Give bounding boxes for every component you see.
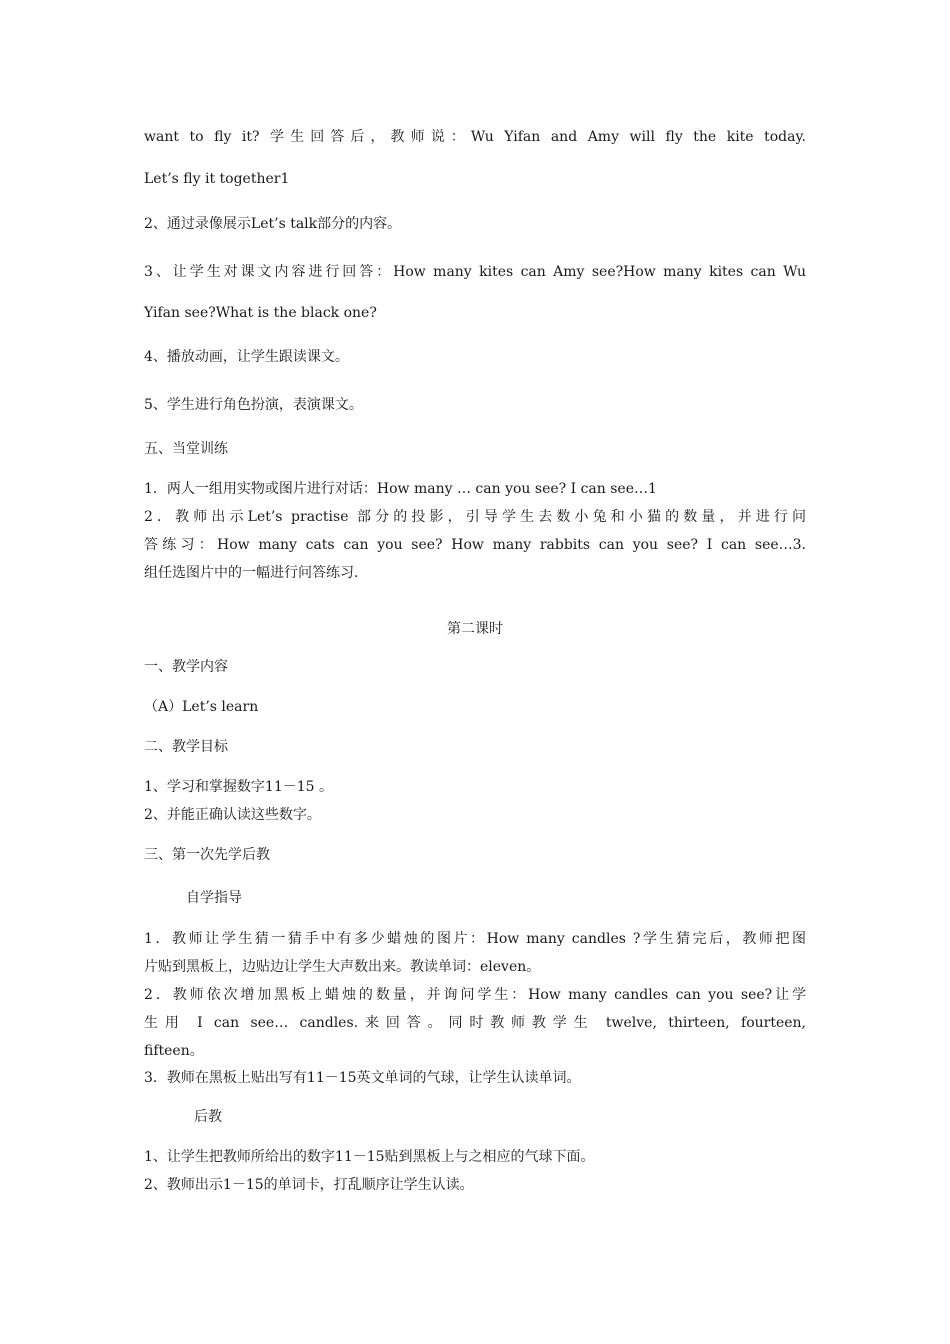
text-line: 2．教师出示Let’s practise 部分的投影，引导学生去数小兔和小猫的数量，并进行问	[144, 509, 806, 525]
text-line: Let’s fly it together1	[144, 171, 290, 187]
text-line: 生用 I can see… candles.来回答。同时教师教学生 twelve, thirteen, fourteen,	[144, 1015, 806, 1031]
text-line: 1、学习和掌握数字11－15 。	[144, 779, 333, 795]
text-line: 2、并能正确认读这些数字。	[144, 807, 321, 823]
text-line: 4、播放动画，让学生跟读课文。	[144, 349, 349, 365]
sub-heading: 自学指导	[186, 890, 242, 906]
sub-heading: 后教	[194, 1109, 222, 1125]
text-line: 3．教师在黑板上贴出写有11－15英文单词的气球，让学生认读单词。	[144, 1070, 581, 1086]
text-line: 1．教师让学生猜一猜手中有多少蜡烛的图片：How many candles ?学生猜完后，教师把图	[144, 931, 806, 947]
text-line: 组任选图片中的一幅进行问答练习.	[144, 565, 359, 581]
section-heading: 五、当堂训练	[144, 441, 228, 457]
text-line: fifteen。	[144, 1043, 204, 1059]
text-line: 1、让学生把教师所给出的数字11－15贴到黑板上与之相应的气球下面。	[144, 1149, 595, 1165]
text-line: 答练习：How many cats can you see? How many rabbits can you see? I can see…3.	[144, 537, 806, 553]
text-line: 2、教师出示1－15的单词卡，打乱顺序让学生认读。	[144, 1177, 474, 1193]
text-line: 1．两人一组用实物或图片进行对话：How many … can you see? I can see…1	[144, 481, 657, 497]
text-line: 片贴到黑板上，边贴边让学生大声数出来。教读单词：eleven。	[144, 959, 541, 975]
section-heading: 一、教学内容	[144, 659, 228, 675]
text-line: Yifan see?What is the black one?	[144, 305, 377, 321]
text-line: 2、通过录像展示Let’s talk部分的内容。	[144, 216, 402, 232]
text-line: 5、学生进行角色扮演，表演课文。	[144, 397, 363, 413]
text-line: 3、让学生对课文内容进行回答：How many kites can Amy see?How many kites can Wu	[144, 264, 806, 280]
section-heading: 三、第一次先学后教	[144, 847, 270, 863]
text-line: 2．教师依次增加黑板上蜡烛的数量，并询问学生：How many candles can you see?让学	[144, 987, 806, 1003]
lesson-title: 第二课时	[447, 621, 503, 637]
text-line: （A）Let’s learn	[144, 699, 259, 715]
text-line: want to fly it? 学生回答后，教师说：Wu Yifan and Amy will fly the kite today.	[144, 129, 806, 145]
section-heading: 二、教学目标	[144, 739, 228, 755]
